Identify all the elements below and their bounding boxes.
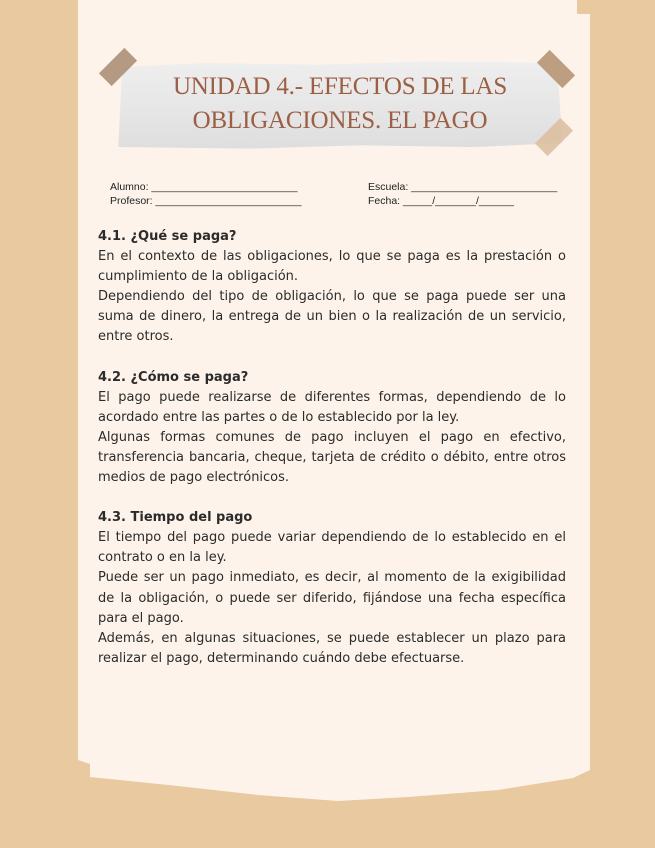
- document-body: [98, 227, 566, 689]
- section-que-se-paga: [98, 227, 566, 348]
- section-como-se-paga: [98, 368, 566, 489]
- escuela-field: Escuela: _________________________: [368, 181, 558, 193]
- paragraph: Dependiendo del tipo de obligación, lo que se paga puede ser una suma de dinero, la entrega de un bien o la realización de un servicio, entre otros.: [98, 289, 566, 345]
- paragraph: En el contexto de las obligaciones, lo que se paga es la prestación o cumplimiento de la obligación.: [98, 249, 566, 285]
- paragraph: Puede ser un pago inmediato, es decir, al momento de la exigibilidad de la obligación, o puede ser diferido, fijándose una fecha específica para el pago.: [98, 570, 566, 626]
- paragraph: Algunas formas comunes de pago incluyen el pago en efectivo, transferencia bancaria, cheque, tarjeta de crédito o débito, entre otros medios de pago electrónicos.: [98, 429, 566, 486]
- section-tiempo-del-pago: [98, 508, 566, 669]
- section-heading: 4.3. Tiempo del pago: [98, 510, 253, 526]
- section-heading: 4.1. ¿Qué se paga?: [98, 229, 237, 244]
- alumno-field: Alumno: _________________________: [110, 181, 298, 193]
- section-heading: 4.2. ¿Cómo se paga?: [98, 369, 249, 385]
- paragraph: Además, en algunas situaciones, se puede establecer un plazo para realizar el pago, determinando cuándo debe efectuarse.: [98, 630, 566, 666]
- profesor-field: Profesor: _________________________: [110, 195, 302, 207]
- title-line-2: OBLIGACIONES. EL PAGO: [192, 107, 488, 134]
- page-title: [118, 70, 562, 138]
- fecha-field: Fecha: _____/_______/______: [368, 195, 514, 207]
- paragraph: El tiempo del pago puede variar dependiendo de lo establecido en el contrato o en la ley.: [98, 530, 566, 566]
- title-line-1: UNIDAD 4.- EFECTOS DE LAS: [172, 73, 508, 100]
- paragraph: El pago puede realizarse de diferentes formas, dependiendo de lo acordado entre las partes o de lo establecido por la ley.: [98, 389, 566, 425]
- paper-corner-notch: [577, 0, 591, 14]
